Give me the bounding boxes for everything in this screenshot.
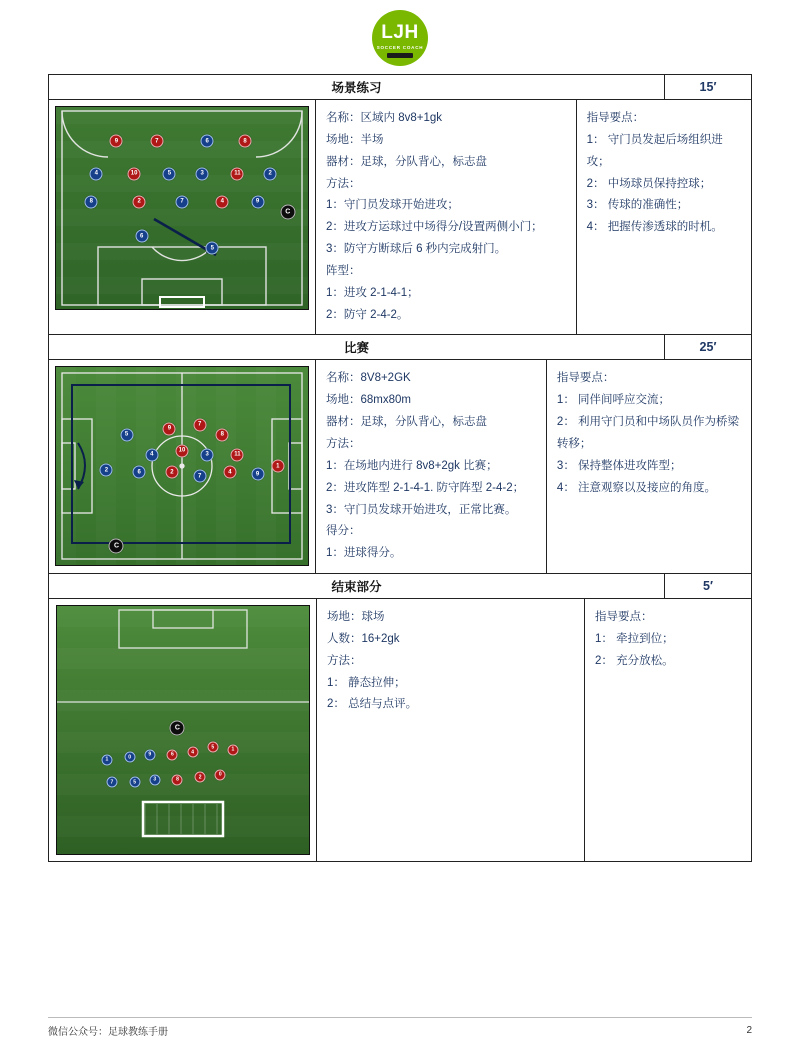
- pitch-token: 3: [201, 448, 214, 461]
- notes-line: 2： 充分放松。: [595, 654, 674, 667]
- desc-line: 方法：: [327, 654, 362, 667]
- page-footer: [48, 1023, 752, 1038]
- desc-line: 2： 总结与点评。: [327, 698, 418, 711]
- desc-line: 名称：8V8+2GK: [326, 372, 411, 385]
- pitch-token: 5: [206, 242, 219, 255]
- notes-cell-match: [547, 360, 751, 573]
- desc-line: 场地：半场: [326, 133, 384, 146]
- notes-line: 3： 保持整体进攻阵型；: [556, 459, 682, 472]
- desc-line: 3：防守方断球后 6 秒内完成射门。: [326, 243, 507, 256]
- desc-line: 1：进攻 2-1-4-1；: [326, 286, 419, 299]
- pitch-diagram-scene: [55, 106, 309, 310]
- desc-line: 1：进球得分。: [326, 547, 402, 560]
- pitch-token: 7: [193, 470, 206, 483]
- pitch-token: 5: [120, 428, 133, 441]
- pitch-token: 0: [215, 769, 226, 780]
- pitch-token: 4: [145, 448, 158, 461]
- pitch-token: C: [109, 538, 124, 553]
- notes-line: 2： 中场球员保持控球；: [586, 177, 712, 190]
- pitch-token: 6: [133, 466, 146, 479]
- pitch-diagram-cooldown: [56, 605, 310, 855]
- section-scene-practice: [49, 75, 751, 335]
- pitch-token: 1: [101, 754, 112, 765]
- pitch-token: 8: [239, 135, 252, 148]
- notes-line: 2： 利用守门员和中场队员作为桥梁转移；: [556, 416, 740, 450]
- notes-line: 4： 把握传渗透球的时机。: [586, 221, 723, 234]
- desc-line: 方法：: [326, 177, 361, 190]
- desc-line: 方法：: [326, 437, 361, 450]
- pitch-token: 10: [128, 167, 141, 180]
- pitch-token: 4: [90, 167, 103, 180]
- notes-cell-scene: [577, 100, 751, 334]
- pitch-token: 8: [216, 428, 229, 441]
- footer-source: 微信公众号：足球教练手册: [48, 1027, 168, 1038]
- notes-line: 4： 注意观察以及接应的角度。: [556, 481, 717, 494]
- pitch-token: 2: [165, 466, 178, 479]
- pitch-token: 11: [231, 167, 244, 180]
- pitch-token: 9: [110, 135, 123, 148]
- section-duration: 25′: [699, 340, 717, 355]
- pitch-token: 4: [216, 195, 229, 208]
- section-body: [49, 100, 751, 334]
- pitch-diagram-match: [55, 366, 309, 566]
- desc-line: 名称：区域内 8v8+1gk: [326, 112, 442, 124]
- pitch-token: 5: [129, 777, 140, 788]
- description-cell-cooldown: [317, 599, 585, 861]
- desc-line: 阵型：: [326, 264, 361, 277]
- section-match: [49, 335, 751, 574]
- section-body: [49, 360, 751, 573]
- pitch-token: 5: [163, 167, 176, 180]
- pitch-token: 2: [133, 195, 146, 208]
- section-duration: 5′: [703, 579, 713, 594]
- desc-line: 2：进攻方运球过中场得分/设置两侧小门；: [326, 221, 543, 234]
- section-title: 比赛: [49, 335, 665, 359]
- notes-line: 1： 牵拉到位；: [595, 632, 674, 645]
- pitch-token: 8: [85, 195, 98, 208]
- pitch-token: 6: [135, 230, 148, 243]
- pitch-token: 5: [207, 742, 218, 753]
- desc-line: 3：守门员发球开始进攻，正常比赛。: [326, 503, 517, 516]
- notes-title: 指导要点：: [556, 372, 615, 385]
- logo-subtitle: SOCCER COACH: [376, 44, 424, 50]
- pitch-token: 6: [201, 135, 214, 148]
- desc-line: 得分：: [326, 525, 361, 538]
- pitch-diagram-cell: [49, 100, 316, 334]
- notes-line: 3： 传球的准确性；: [586, 199, 689, 212]
- desc-line: 1：在场地内进行 8v8+2gk 比赛；: [326, 459, 498, 472]
- description-cell-match: [316, 360, 547, 573]
- section-title: 结束部分: [49, 574, 665, 598]
- section-title: 场景练习: [49, 75, 665, 99]
- desc-line: 器材：足球，分队背心，标志盘: [326, 416, 487, 429]
- pitch-svg-match: [56, 367, 308, 565]
- pitch-token: 4: [223, 466, 236, 479]
- notes-line: 1： 同伴间呼应交流；: [556, 394, 671, 407]
- section-cooldown: [49, 574, 751, 862]
- section-header: [49, 574, 751, 599]
- pitch-token: 9: [163, 422, 176, 435]
- section-duration: 15′: [699, 80, 717, 94]
- ljh-logo: [372, 10, 428, 66]
- footer-divider: [48, 1017, 752, 1018]
- pitch-token: 0: [124, 752, 135, 763]
- pitch-token: 9: [144, 749, 155, 760]
- pitch-token: 7: [193, 418, 206, 431]
- pitch-token: 8: [172, 774, 183, 785]
- section-header: [49, 335, 751, 360]
- desc-line: 人数：16+2gk: [327, 632, 400, 645]
- pitch-token: 4: [187, 747, 198, 758]
- description-cell-scene: [316, 100, 577, 334]
- desc-line: 场地：68mx80m: [326, 394, 411, 407]
- notes-title: 指导要点：: [595, 611, 653, 624]
- logo-header: [0, 0, 800, 74]
- pitch-token: 9: [251, 468, 264, 481]
- pitch-token: 1: [227, 744, 238, 755]
- pitch-token: C: [170, 720, 185, 735]
- pitch-token: 7: [106, 777, 117, 788]
- pitch-token: 2: [195, 772, 206, 783]
- pitch-token: 2: [100, 464, 113, 477]
- pitch-token: 2: [264, 167, 277, 180]
- pitch-token: 1: [271, 460, 284, 473]
- pitch-token: 9: [251, 195, 264, 208]
- pitch-diagram-cell: [49, 360, 316, 573]
- pitch-token: C: [280, 205, 295, 220]
- desc-line: 1： 静态拉伸；: [327, 676, 406, 689]
- desc-line: 器材：足球，分队背心，标志盘: [326, 155, 487, 168]
- notes-title: 指导要点：: [586, 112, 645, 124]
- desc-line: 2：进攻阵型 2-1-4-1. 防守阵型 2-4-2；: [326, 481, 525, 494]
- logo-mark: LJH: [381, 21, 419, 43]
- desc-line: 1：守门员发球开始进攻；: [326, 199, 459, 212]
- logo-bar: [387, 53, 413, 58]
- pitch-token: 11: [231, 448, 244, 461]
- pitch-token: 10: [176, 444, 189, 457]
- session-plan-table: [48, 74, 752, 862]
- page-number: 2: [746, 1025, 752, 1036]
- pitch-token: 7: [150, 135, 163, 148]
- pitch-token: 3: [196, 167, 209, 180]
- pitch-diagram-cell: [49, 599, 317, 861]
- pitch-token: 6: [167, 749, 178, 760]
- section-body: [49, 599, 751, 861]
- pitch-token: 3: [149, 774, 160, 785]
- section-header: [49, 75, 751, 100]
- desc-line: 2：防守 2-4-2。: [326, 308, 409, 321]
- notes-cell-cooldown: [585, 599, 751, 861]
- notes-line: 1： 守门员发起后场组织进攻；: [586, 133, 723, 168]
- desc-line: 场地：球场: [327, 611, 385, 624]
- pitch-token: 7: [176, 195, 189, 208]
